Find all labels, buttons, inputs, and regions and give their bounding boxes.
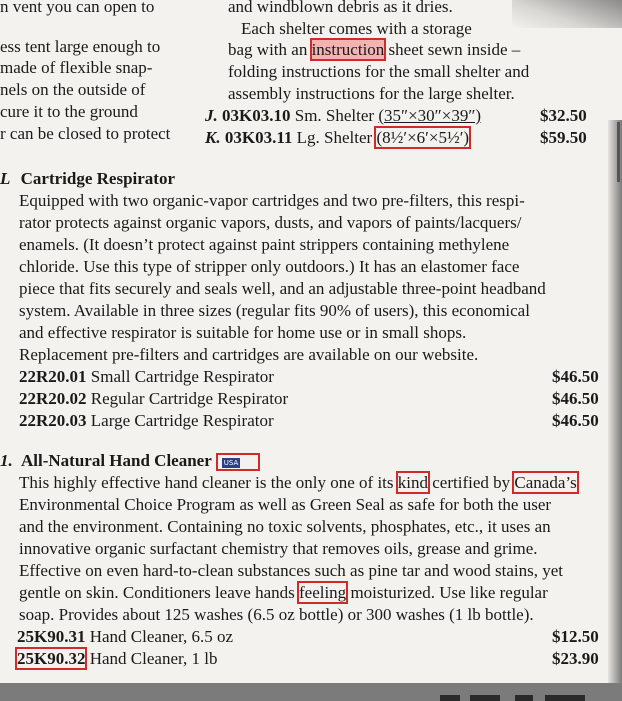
product-price: $46.50	[552, 367, 599, 386]
respirator-body-line: Replacement pre-filters and cartridges are available on our website.	[19, 345, 479, 364]
cleaner-body-line: gentle on skin. Conditioners leave hands feeling moisturized. Use like regular	[19, 583, 548, 602]
cutoff-glyph	[470, 695, 500, 701]
cutoff-glyph	[515, 695, 533, 701]
cleaner-body-line: and the environment. Containing no toxic solvents, phosphates, etc., it uses an	[19, 517, 551, 536]
left-col-line: nels on the outside of	[0, 80, 146, 99]
cleaner-body-line: innovative organic surfactant chemistry that removes oils, grease and grime.	[19, 539, 538, 558]
highlight-dims: (8½′×6′×5½′)	[376, 128, 470, 147]
flag-icon: USA	[223, 459, 239, 468]
respirator-body-line: piece that fits securely and seals well, and an adjustable three-point headband	[19, 279, 546, 298]
respirator-body-line: rator protects against organic vapors, dusts, and vapors of paints/lacquers/	[19, 213, 522, 232]
shelter-text-line: assembly instructions for the large shelter.	[228, 84, 515, 103]
product-code: 03K03.11	[224, 128, 293, 147]
section-title: All-Natural Hand Cleaner	[21, 451, 212, 470]
left-col-line: r can be closed to protect	[0, 124, 171, 143]
product-row-k: K. 03K03.11 Lg. Shelter (8½′×6′×5½′)	[205, 128, 470, 147]
product-row: 22R20.02 Regular Cartridge Respirator	[19, 389, 289, 408]
product-price: $23.90	[552, 649, 599, 668]
section-title: Cartridge Respirator	[20, 169, 176, 188]
cleaner-body-line: Effective on even hard-to-clean substances such as pine tar and wood stains, yet	[19, 561, 563, 580]
product-code: 22R20.03	[19, 411, 87, 430]
left-col-line: ess tent large enough to	[0, 37, 161, 56]
shelter-text-line: bag with an instruction sheet sewn inside –	[228, 40, 521, 59]
respirator-body-line: and effective respirator is suitable for home use or in small shops.	[19, 323, 467, 342]
section-heading-respirator: L Cartridge Respirator	[0, 169, 176, 188]
product-code: 22R20.01	[19, 367, 87, 386]
cutoff-glyph	[545, 695, 585, 701]
left-col-line: cure it to the ground	[0, 102, 138, 121]
cutoff-glyph	[440, 695, 460, 701]
product-price: $46.50	[552, 411, 599, 430]
left-col-line: n vent you can open to	[0, 0, 155, 16]
cleaner-body-line: soap. Provides about 125 washes (6.5 oz bottle) or 300 washes (1 lb bottle).	[19, 605, 534, 624]
product-code: 25K90.31	[17, 627, 86, 646]
respirator-body-line: enamels. (It doesn’t protect against paint strippers containing methylene	[19, 235, 510, 254]
respirator-body-line: chloride. Use this type of stripper only outdoors.) It has an elastomer face	[19, 257, 520, 276]
product-code: 03K03.10	[222, 106, 291, 125]
page-edge-line	[617, 122, 620, 182]
highlight-feeling: feeling	[298, 583, 347, 602]
shelter-text-line: Each shelter comes with a storage	[241, 19, 472, 38]
product-code: 22R20.02	[19, 389, 87, 408]
cleaner-body-line: This highly effective hand cleaner is the only one of its kind certified by Canada’s	[19, 473, 577, 492]
product-row: 25K90.31 Hand Cleaner, 6.5 oz	[17, 627, 234, 646]
product-price: $32.50	[540, 106, 587, 125]
product-row: 22R20.03 Large Cartridge Respirator	[19, 411, 274, 430]
respirator-body-line: system. Available in three sizes (regular fits 90% of users), this economical	[19, 301, 530, 320]
highlight-instruction: instruction	[311, 40, 385, 59]
product-price: $46.50	[552, 389, 599, 408]
cleaner-body-line: Environmental Choice Program as well as Green Seal as safe for both the user	[19, 495, 552, 514]
page-edge-shadow	[608, 120, 622, 690]
section-heading-cleaner: 1. All-Natural Hand Cleaner USA	[0, 451, 260, 471]
product-price: $12.50	[552, 627, 599, 646]
usa-flag-badge	[216, 453, 260, 471]
shelter-text-line: and windblown debris as it dries.	[228, 0, 453, 16]
page-shadow	[512, 0, 622, 28]
shelter-text-line: folding instructions for the small shelter and	[228, 62, 530, 81]
highlight-kind: kind	[397, 473, 429, 492]
product-price: $59.50	[540, 128, 587, 147]
respirator-body-line: Equipped with two organic-vapor cartridges and two pre-filters, this respi-	[19, 191, 525, 210]
product-row: 25K90.32 Hand Cleaner, 1 lb	[17, 649, 218, 668]
left-col-line: made of flexible snap-	[0, 58, 153, 77]
product-row: 22R20.01 Small Cartridge Respirator	[19, 367, 274, 386]
highlight-canadas: Canada’s	[514, 473, 577, 492]
product-row-j: J. 03K03.10 Sm. Shelter (35″×30″×39″)	[205, 106, 482, 125]
product-code-highlighted: 25K90.32	[17, 649, 86, 668]
